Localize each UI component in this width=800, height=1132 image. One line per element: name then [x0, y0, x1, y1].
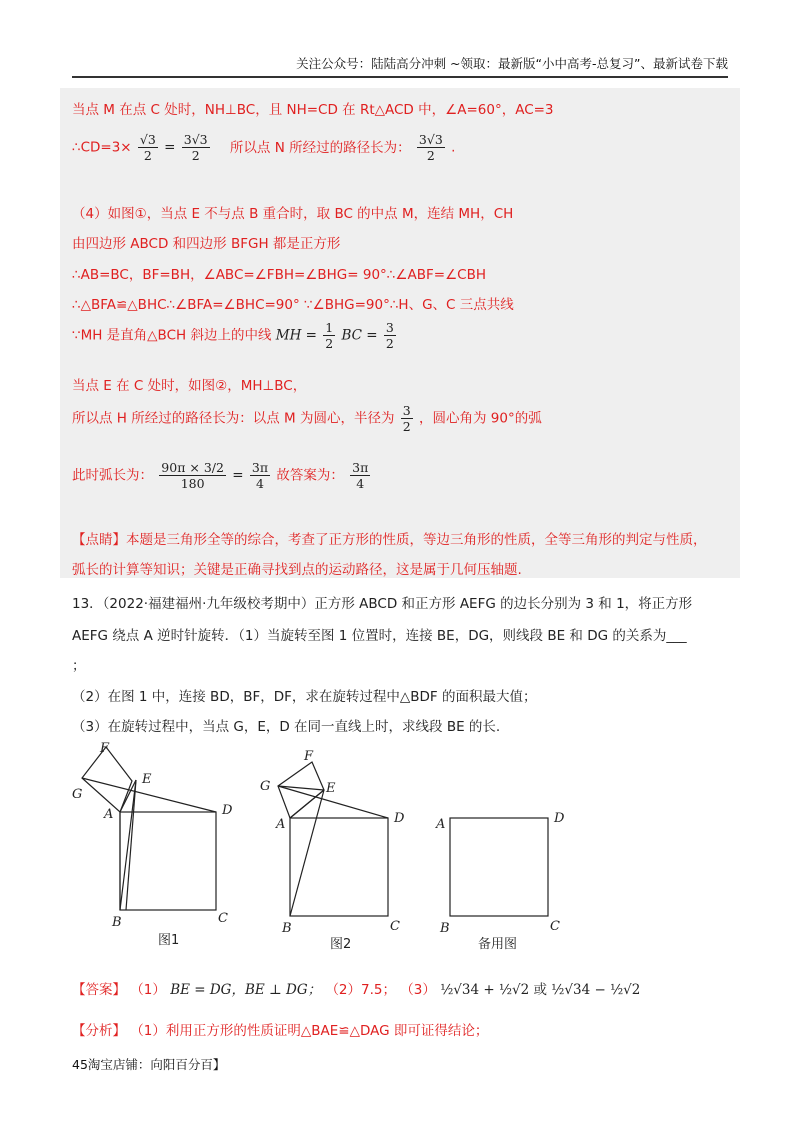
answer-expr-3: ½√34 + ½√2 或 ½√34 − ½√2: [440, 982, 641, 998]
fraction: $\frac{3\pi}{4}$: [251, 460, 269, 491]
fig2-label-g: G: [260, 779, 271, 794]
fraction: $\frac{√3}{2}$: [139, 132, 156, 163]
page-footer: 45淘宝店铺：向阳百分百】: [72, 1057, 226, 1072]
question-line-3: ；: [72, 658, 86, 674]
analysis-tag: 【分析】: [72, 1023, 126, 1039]
geometry-figures: [60, 740, 620, 950]
solution-line-8: 当点 E 在 C 处时，如图②，MH⊥BC，: [72, 378, 307, 394]
fraction: $\frac{90\pi \times 3/2}{180}$: [161, 460, 224, 491]
fig3-label-a: A: [436, 817, 446, 832]
fraction: $\frac{3\pi}{4}$: [352, 460, 369, 491]
question-line-4: （2）在图 1 中，连接 BD，BF，DF，求在旋转过程中△BDF 的面积最大值；: [72, 689, 537, 705]
fraction: $\frac{3√3}{2}$: [418, 132, 443, 163]
figures: [60, 740, 620, 950]
fig2-label-c: C: [390, 919, 400, 934]
fig1-caption: 图1: [158, 933, 180, 948]
fraction: $\frac{3√3}{2}$: [183, 132, 208, 163]
answer-tag: 【答案】: [72, 982, 126, 998]
solution-line-9: 所以点 H 所经过的路径长为：以点 M 为圆心，半径为 $\frac{3}{2}$ ，圆心角为 90°的弧: [72, 403, 542, 434]
square-abcd-spare: [450, 818, 548, 916]
fig1-label-b: B: [112, 915, 122, 930]
solution-line-4: 由四边形 ABCD 和四边形 BFGH 都是正方形: [72, 236, 341, 252]
solution-line-1: 当点 M 在点 C 处时，NH⊥BC，且 NH=CD 在 Rt△ACD 中，∠A=60°，AC=3: [72, 102, 554, 118]
solution-line-12: 弧长的计算等知识；关键是正确寻找到点的运动路径，这是属于几何压轴题.: [72, 562, 522, 578]
fig1-label-c: C: [218, 911, 228, 926]
fig3-label-b: B: [440, 921, 450, 936]
solution-line-7: ∵MH 是直角△BCH 斜边上的中线 MH = $\frac{1}{2}$ BC = $\frac{3}{2}$: [72, 320, 394, 351]
fig1-label-e: E: [142, 772, 152, 787]
answer-line: 【答案】 （1） BE = DG，BE ⊥ DG； （2）7.5； （3） ½√34 + ½√2 或 ½√34 − ½√2: [72, 982, 641, 998]
fig1-label-a: A: [104, 807, 114, 822]
fig2-label-e: E: [326, 781, 336, 796]
page-header: 关注公众号：陆陆高分冲刺 ~领取：最新版“小中高考-总复习”、最新试卷下载: [72, 54, 728, 78]
solution-line-11: 【点睛】本题是三角形全等的综合，考查了正方形的性质，等边三角形的性质，全等三角形的判定与性质，: [72, 532, 707, 548]
fig2-label-d: D: [394, 811, 405, 826]
fig2-label-f: F: [304, 749, 314, 764]
square-abcd-fig1: [120, 812, 216, 910]
question-line-5: （3）在旋转过程中，当点 G，E，D 在同一直线上时，求线段 BE 的长.: [72, 719, 501, 735]
solution-line-2: ∴CD=3× $\frac{√3}{2}$ = $\frac{3√3}{2}$ 所以点 N 所经过的路径长为： $\frac{3√3}{2}$ .: [72, 132, 456, 163]
figure-spare: [450, 818, 548, 916]
fig2-label-a: A: [276, 817, 286, 832]
fig1-label-d: D: [222, 803, 233, 818]
solution-line-6: ∴△BFA≌△BHC∴∠BFA=∠BHC=90° ∵∠BHG=90°∴H、G、C 三点共线: [72, 297, 514, 313]
solution-line-10: 此时弧长为： $\frac{90\pi \times 3/2}{180}$ = $\frac{3\pi}{4}$ 故答案为： $\frac{3\pi}{4}$: [72, 460, 369, 491]
question-line-1: 13．（2022·福建福州·九年级校考期中）正方形 ABCD 和正方形 AEFG 的边长分别为 3 和 1，将正方形: [72, 596, 693, 612]
analysis-line: 【分析】 （1）利用正方形的性质证明△BAE≌△DAG 即可证得结论；: [72, 1023, 489, 1039]
solution-line-5: ∴AB=BC，BF=BH，∠ABC=∠FBH=∠BHG= 90°∴∠ABF=∠CBH: [72, 267, 487, 283]
solution-line-3: （4）如图①，当点 E 不与点 B 重合时，取 BC 的中点 M，连结 MH，CH: [72, 206, 514, 222]
fig3-caption: 备用图: [478, 937, 518, 950]
fig1-label-g: G: [72, 787, 83, 802]
fig3-label-d: D: [554, 811, 565, 826]
fig3-label-c: C: [550, 919, 560, 934]
fraction: $\frac{3}{2}$: [385, 320, 394, 351]
fraction: $\frac{1}{2}$: [325, 320, 334, 351]
fig2-caption: 图2: [330, 937, 352, 950]
fig1-label-f: F: [100, 741, 110, 756]
fraction: $\frac{3}{2}$: [402, 403, 411, 434]
fig2-label-b: B: [282, 921, 292, 936]
square-abcd-fig2: [290, 818, 388, 916]
question-line-2: AEFG 绕点 A 逆时针旋转．（1）当旋转至图 1 位置时，连接 BE，DG，则线段 BE 和 DG 的关系为___: [72, 628, 687, 644]
answer-expr-1: BE = DG，BE ⊥ DG；: [170, 982, 322, 998]
